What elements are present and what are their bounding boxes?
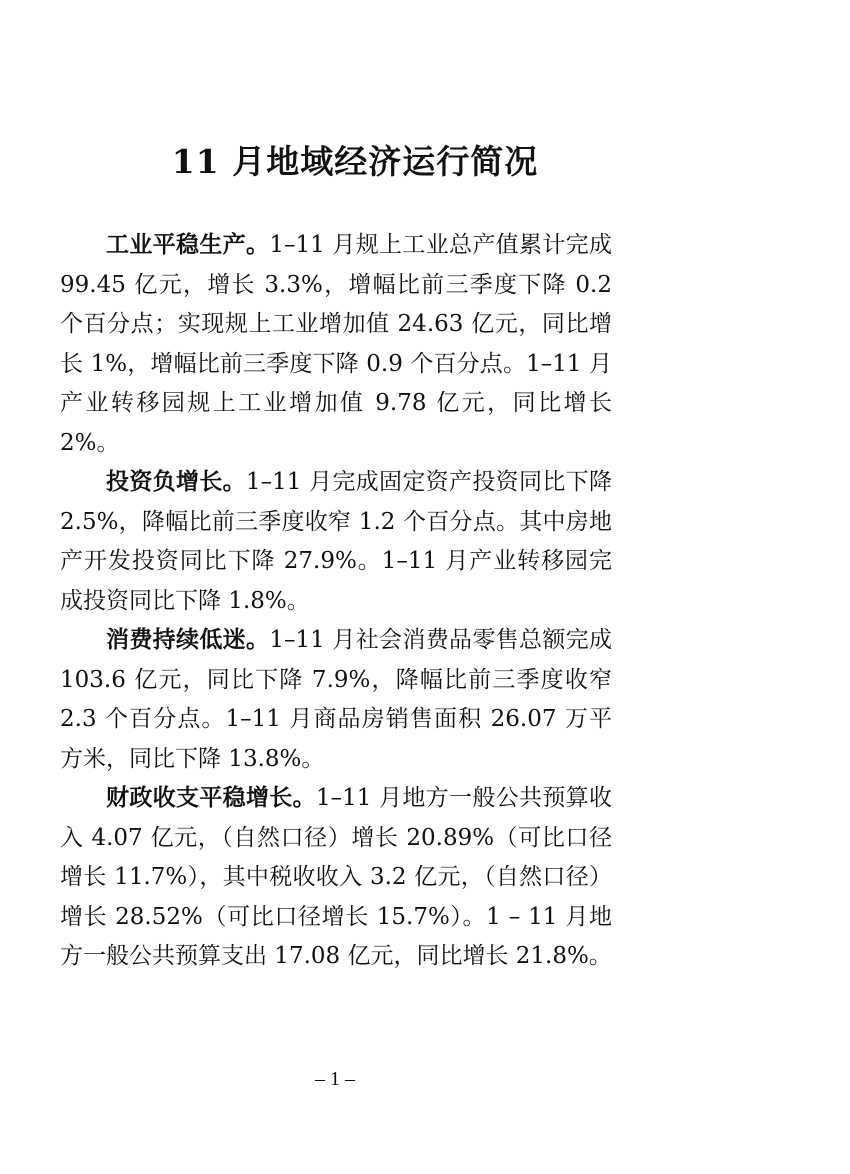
paragraph-industry: [60, 226, 612, 463]
paragraph-text: 1–11 月地方一般公共预算收入 4.07 亿元，（自然口径）增长 20.89%（可比口径增长 11.7%），其中税收收入 3.2 亿元，（自然口径）增长 28.52%（可比口径增长 15.7%）。1 – 11 月地方一般公共预算支出 17.08 亿元，同比增长 21.8%。: [60, 785, 613, 969]
paragraph-text: 1–11 月完成固定资产投资同比下降 2.5%，降幅比前三季度收窄 1.2 个百分点。其中房地产开发投资同比下降 27.9%。1–11 月产业转移园完成投资同比下降 1.8%。: [60, 469, 612, 614]
paragraph-heading: 工业平稳生产。: [106, 232, 270, 258]
document-body: [60, 226, 612, 977]
paragraph-text: 1–11 月规上工业总产值累计完成 99.45 亿元，增长 3.3%，增幅比前三季度下降 0.2 个百分点；实现规上工业增加值 24.63 亿元，同比增长 1%，增幅比前三季度下降 0.9 个百分点。1–11 月产业转移园规上工业增加值 9.78 亿元，同比增长 2%。: [60, 232, 613, 456]
page-title: 11 月地域经济运行简况: [171, 142, 539, 181]
paragraph-text: 1–11 月社会消费品零售总额完成 103.6 亿元，同比下降 7.9%，降幅比前三季度收窄 2.3 个百分点。1–11 月商品房销售面积 26.07 万平方米，同比下降 13.8%。: [60, 627, 613, 772]
page-number: – 1 –: [315, 1068, 355, 1090]
paragraph-investment: [60, 463, 612, 621]
paragraph-finance: [60, 779, 612, 977]
paragraph-consumption: [60, 621, 612, 779]
paragraph-heading: 消费持续低迷。: [106, 627, 270, 653]
paragraph-heading: 财政收支平稳增长。: [106, 785, 316, 811]
paragraph-heading: 投资负增长。: [106, 469, 246, 495]
